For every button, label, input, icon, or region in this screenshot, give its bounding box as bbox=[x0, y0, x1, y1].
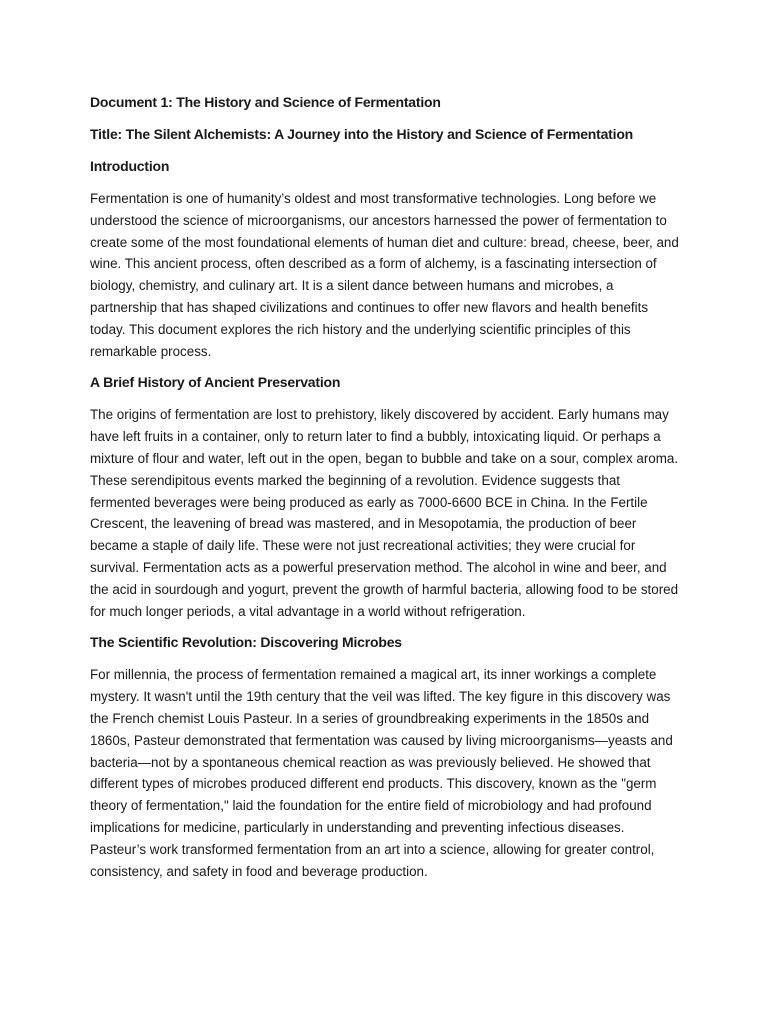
document-label: Document 1: The History and Science of Fermentation bbox=[90, 94, 441, 110]
section-body-scientific-revolution: For millennia, the process of fermentation remained a magical art, its inner workings a complete mystery. It wasn't until the 19th century that the veil was lifted. The key figure in this discovery was the French chemist Louis Pasteur. In a series of groundbreaking experiments in the 1850s and 1860s, Pasteur demonstrated that fermentation was caused by living microorganisms—yeasts and bacteria—not by a spontaneous chemical reaction as was previously believed. He showed that different types of microbes produced different end products. This discovery, known as the "germ theory of fermentation," laid the foundation for the entire field of microbiology and had profound implications for medicine, particularly in understanding and preventing infectious diseases. Pasteur’s work transformed fermentation from an art into a science, allowing for greater control, consistency, and safety in food and beverage production. bbox=[90, 667, 673, 879]
section-body-ancient-preservation: The origins of fermentation are lost to prehistory, likely discovered by accident. Early humans may have left fruits in a container, only to return later to find a bubbly, intoxicating liquid. Or perhaps a mixture of flour and water, left out in the open, began to bubble and take on a sour, complex aroma. These serendipitous events marked the beginning of a revolution. Evidence suggests that fermented beverages were being produced as early as 7000-6600 BCE in China. In the Fertile Crescent, the leavening of bread was mastered, and in Mesopotamia, the production of beer became a staple of daily life. These were not just recreational activities; they were crucial for survival. Fermentation acts as a powerful preservation method. The alcohol in wine and beer, and the acid in sourdough and yogurt, prevent the growth of harmful bacteria, allowing food to be stored for much longer periods, a vital advantage in a world without refrigeration. bbox=[90, 407, 679, 619]
document-title: Title: The Silent Alchemists: A Journey into the History and Science of Fermentation bbox=[90, 126, 634, 142]
section-heading-introduction: Introduction bbox=[90, 158, 170, 174]
section-heading-ancient-preservation: A Brief History of Ancient Preservation bbox=[90, 374, 341, 391]
document-page bbox=[90, 92, 680, 892]
section-heading-scientific-revolution: The Scientific Revolution: Discovering Microbes bbox=[90, 634, 402, 651]
section-body-introduction: Fermentation is one of humanity’s oldest and most transformative technologies. Long before we understood the science of microorganisms, our ancestors harnessed the power of fermentation to create some of the most foundational elements of human diet and culture: bread, cheese, beer, and wine. This ancient process, often described as a form of alchemy, is a fascinating intersection of biology, chemistry, and culinary art. It is a silent dance between humans and microbes, a partnership that has shaped civilizations and continues to offer new flavors and health benefits today. This document explores the rich history and the underlying scientific principles of this remarkable process. bbox=[90, 191, 679, 359]
